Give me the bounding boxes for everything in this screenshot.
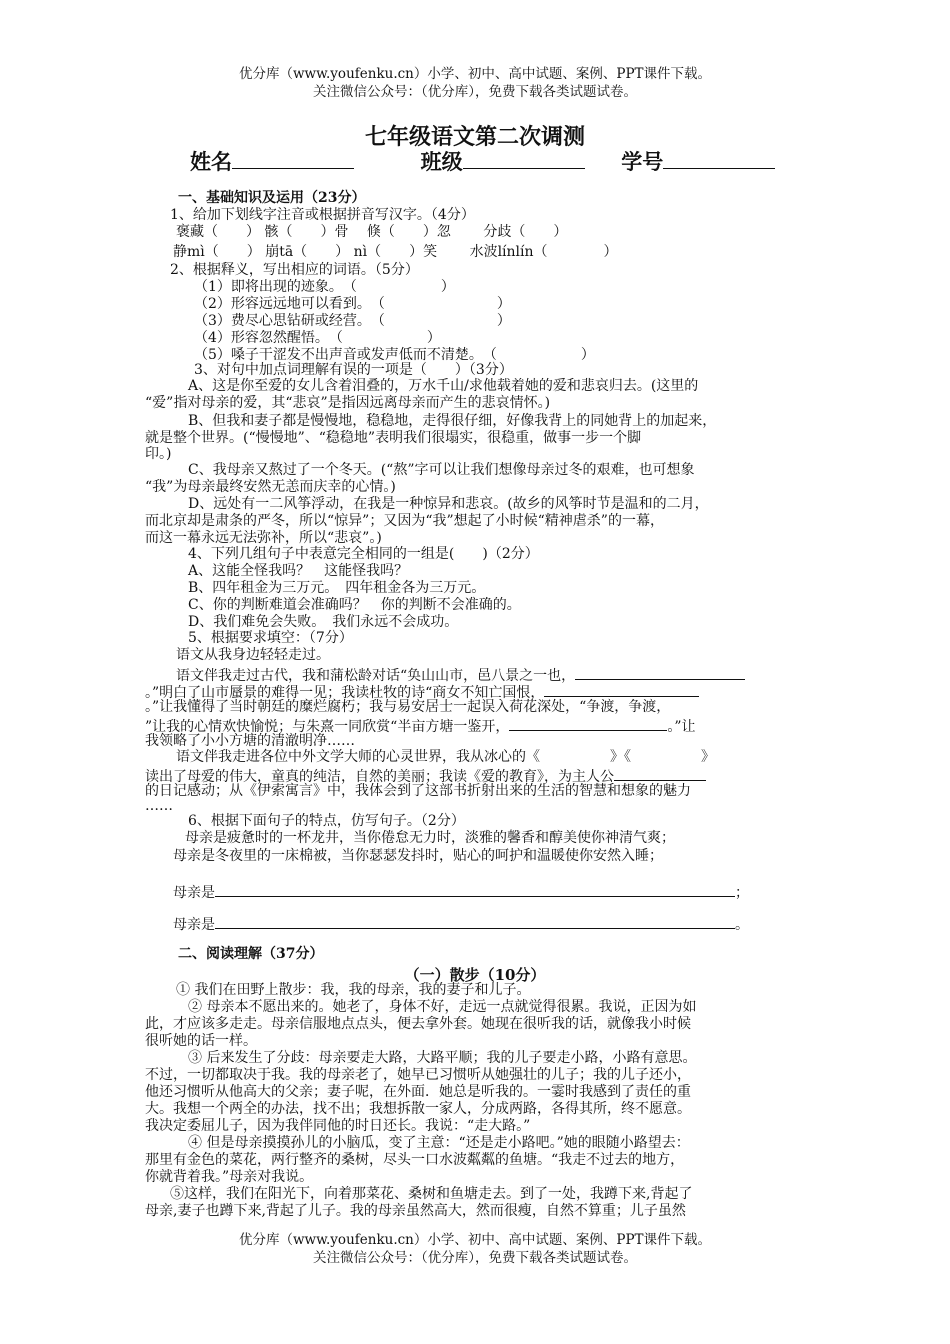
q2-item-4: （4）形容忽然醒悟。 （ ） (194, 330, 441, 346)
reading-line: ② 母亲本不愿出来的。她老了，身体不好，走远一点就觉得很累。我说，正因为如 (188, 999, 697, 1015)
q6-example: 母亲是冬夜里的一床棉被，当你瑟瑟发抖时，贴心的呵护和温暖使你安然入睡； (173, 848, 663, 864)
q1-prompt: 1、给加下划线字注音或根据拼音写汉字。（4分） (170, 207, 475, 223)
reading-line: 母亲,妻子也蹲下来,背起了儿子。我的母亲虽然高大，然而很瘦，自然不算重；儿子虽然 (145, 1203, 686, 1219)
number-blank[interactable] (663, 147, 775, 169)
q4-option: A、这能全怪我吗？ 这能怪我吗？ (188, 563, 409, 579)
reading-line: 此，才应该多走走。母亲信服地点点头，便去拿外套。她现在很听我的话，就像我小时候 (145, 1016, 691, 1032)
q6-label: 母亲是 (173, 917, 215, 933)
page-title: 七年级语文第二次调测 (364, 125, 585, 150)
q3-prompt: 3、对句中加点词理解有误的一项是（ ）（3分） (194, 362, 513, 378)
header-line-1: 优分库（www.youfenku.cn）小学、初中、高中试题、案例、PPT课件下载。 (238, 66, 712, 82)
q6-answer-blank[interactable] (215, 882, 735, 897)
q6-answer-line-2 (173, 914, 749, 934)
reading-line: ① 我们在田野上散步：我，我的母亲，我的妻子和儿子。 (176, 982, 531, 998)
q3-line: C、我母亲又熬过了一个冬天。(“熬”字可以让我们想像母亲过冬的艰难，也可想象 (188, 462, 695, 478)
footer-line-2: 关注微信公众号：（优分库），免费下载各类试题试卷。 (313, 1250, 637, 1266)
class-blank[interactable] (463, 147, 585, 169)
reading-line: 那里有金色的菜花，两行整齐的桑树，尽头一口水波粼粼的鱼塘。“我走不过去的地方， (145, 1152, 685, 1168)
reading-line: ③ 后来发生了分歧：母亲要走大路，大路平顺；我的儿子要走小路，小路有意思。 (188, 1050, 697, 1066)
q5-prompt: 5、根据要求填空：（7分） (188, 630, 353, 646)
q6-prompt: 6、根据下面句子的特点，仿写句子。（2分） (188, 813, 465, 829)
reading-line: 很听她的话一样。 (145, 1033, 257, 1049)
q4-option: B、四年租金为三万元。 四年租金各为三万元。 (188, 580, 486, 596)
name-label: 姓名 (190, 150, 232, 174)
q3-line: 就是整个世界。(“慢慢地”、“稳稳地”表明我们很塌实，很稳重，做事一步一个脚 (145, 430, 642, 446)
q1-row2: 静mì（ ） 崩tā（ ） nì（ ）笑 水波línlín（ ） (173, 244, 618, 260)
q5-blank[interactable] (614, 766, 706, 781)
q6-punct: 。 (735, 917, 749, 933)
reading-line: 大。我想一个两全的办法，找不出；我想拆散一家人，分成两路，各得其所，终不愿意。 (145, 1101, 691, 1117)
q5-blank[interactable] (509, 716, 667, 731)
reading-line: ⑤这样，我们在阳光下，向着那菜花、桑树和鱼塘走去。到了一处，我蹲下来,背起了 (170, 1186, 693, 1202)
q4-option: D、我们难免会失败。 我们永远不会成功。 (188, 614, 459, 630)
reading-line: 他还习惯听从他高大的父亲；妻子呢，在外面．她总是听我的。一霎时我感到了责任的重 (145, 1084, 691, 1100)
q5-text: 。”明白了山市蜃景的难得一见；我读杜牧的诗“商女不知亡国恨， (145, 685, 545, 701)
reading-line: 不过，一切都取决于我。我的母亲老了，她早已习惯听从她强壮的儿子；我的儿子还小， (145, 1067, 691, 1083)
q3-line: B、但我和妻子都是慢慢地，稳稳地，走得很仔细，好像我背上的同她背上的加起来， (188, 413, 717, 429)
q5-text: 。”让 (667, 719, 696, 735)
reading-line: 你就背着我。”母亲对我说。 (145, 1169, 314, 1185)
q5-line: 我领略了小小方塘的清澈明净…… (145, 733, 355, 749)
header-line-2: 关注微信公众号：（优分库），免费下载各类试题试卷。 (313, 84, 637, 100)
q4-option: C、你的判断难道会准确吗？ 你的判断不会准确的。 (188, 597, 521, 613)
q3-line: 而北京却是肃条的严冬，所以“惊异”；又因为“我”想起了小时候“精神虐杀”的一幕， (145, 513, 664, 529)
q3-line: D、远处有一二风筝浮动，在我是一种惊异和悲哀。(故乡的风筝时节是温和的二月， (188, 496, 709, 512)
q5-line: 语文伴我走进各位中外文学大师的心灵世界，我从冰心的《 》《 》 (176, 749, 715, 765)
q2-prompt: 2、根据释义，写出相应的词语。（5分） (170, 262, 419, 278)
name-blank[interactable] (232, 147, 354, 169)
footer-line-1: 优分库（www.youfenku.cn）小学、初中、高中试题、案例、PPT课件下载。 (238, 1232, 712, 1248)
q2-item-1: （1）即将出现的迹象。 （ ） (194, 279, 455, 295)
q3-line: “爱”指对母亲的爱，其“悲哀”是指因远离母亲而产生的悲哀情怀。) (145, 395, 551, 411)
q5-line: 。”让我懂得了当时朝廷的糜烂腐朽；我与易安居士一起误入荷花深处，“争渡，争渡， (145, 699, 671, 715)
q2-item-3: （3）费尽心思钻研或经营。 （ ） (194, 313, 511, 329)
q3-line: 印。) (145, 446, 172, 462)
q6-answer-line-1 (173, 882, 749, 902)
student-info-line (190, 146, 775, 176)
q6-punct: ； (735, 885, 749, 901)
q5-line: 语文从我身边轻轻走过。 (176, 647, 330, 663)
reading-subtitle: （一）散步（10分） (404, 966, 546, 984)
q6-example: 母亲是疲惫时的一杯龙井，当你倦怠无力时，淡雅的馨香和醇美使你神清气爽； (185, 830, 675, 846)
q6-label: 母亲是 (173, 885, 215, 901)
q5-text: ”让我的心情欢快愉悦；与朱熹一同欣赏“半亩方塘一鉴开， (145, 719, 510, 735)
q5-blank[interactable] (544, 682, 699, 697)
q5-line: 的日记感动；从《伊索寓言》中，我体会到了这部书折射出来的生活的智慧和想象的魅力 (145, 783, 691, 799)
q2-item-2: （2）形容远远地可以看到。 （ ） (194, 296, 511, 312)
q3-line: A、这是你至爱的女儿含着泪叠的，万水千山/求他载着她的爱和悲哀归去。(这里的 (188, 378, 699, 394)
q6-answer-blank[interactable] (215, 914, 735, 929)
q3-line: 而这一幕永远无法弥补，所以“悲哀”。) (145, 530, 382, 546)
reading-line: ④ 但是母亲摸摸孙儿的小脑瓜，变了主意：“还是走小路吧。”她的眼随小路望去： (188, 1135, 690, 1151)
number-label: 学号 (621, 150, 664, 174)
q2-item-5: （5）嗓子干涩发不出声音或发声低而不清楚。 （ ） (194, 347, 595, 363)
q5-text: 语文伴我走过古代，我和蒲松龄对话“奂山山市，邑八景之一也， (176, 668, 576, 684)
q5-text: 读出了母爱的伟大，童真的纯洁，自然的美丽；我读《爱的教育》，为主人公 (145, 769, 614, 785)
reading-line: 我决定委屈儿子，因为我伴同他的时日还长。我说：“走大路。” (145, 1118, 531, 1134)
section1-heading: 一、基础知识及运用（23分） (178, 190, 366, 206)
q4-prompt: 4、下列几组句子中表意完全相同的一组是( )（2分） (188, 546, 539, 562)
q5-line: …… (145, 798, 173, 814)
class-label: 班级 (420, 150, 463, 174)
q5-blank[interactable] (575, 665, 745, 680)
q3-line: “我”为母亲最终安然无恙而庆幸的心情。) (145, 479, 396, 495)
section2-heading: 二、阅读理解（37分） (178, 946, 324, 962)
q1-row1: 褒藏（ ） 骸（ ）骨 倏（ ）忽 分歧（ ） (176, 224, 568, 240)
